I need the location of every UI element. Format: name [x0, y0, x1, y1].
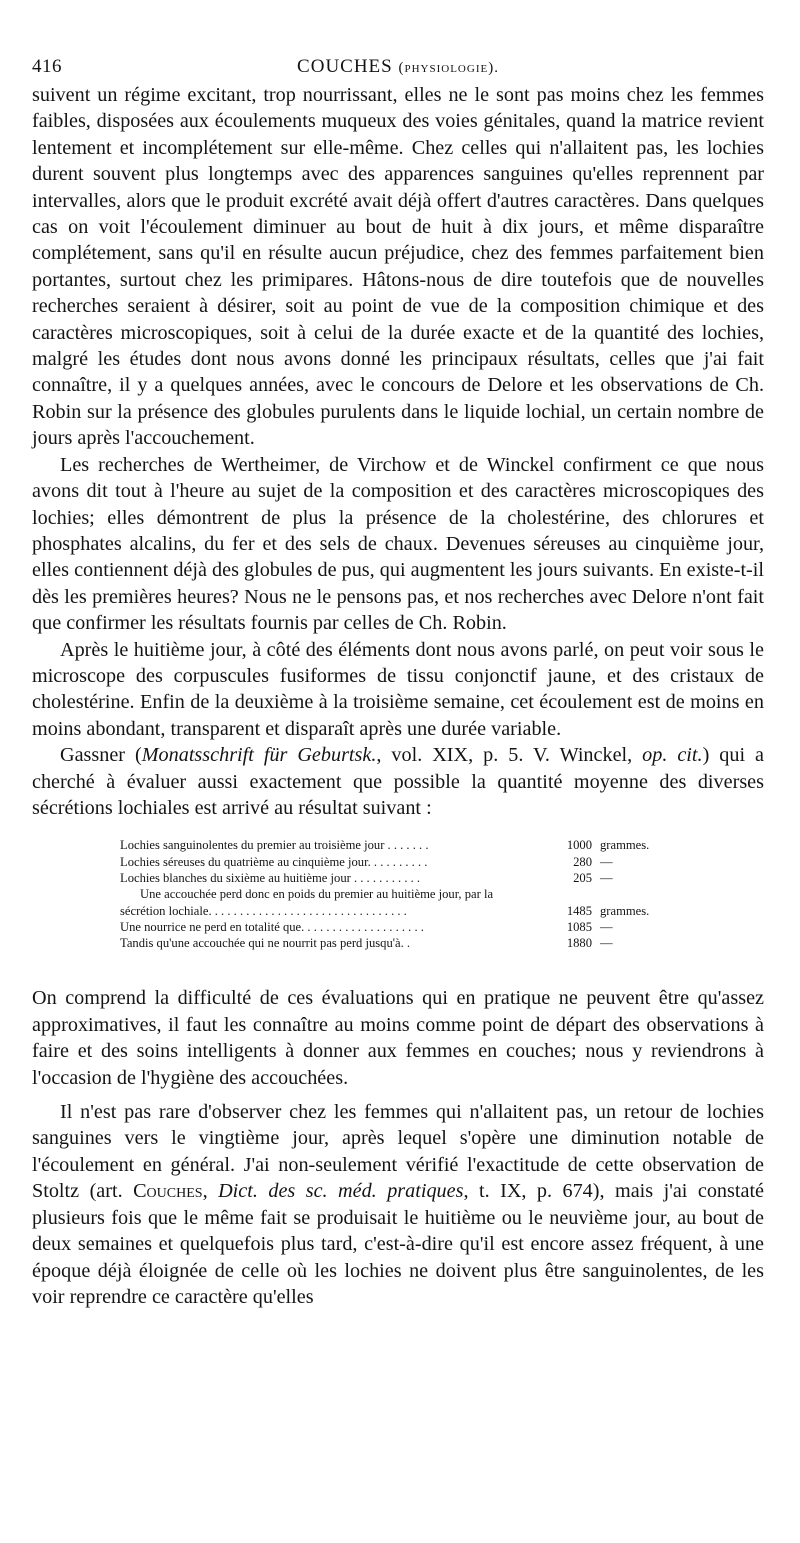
- gassner-ref: , vol. XIX, p. 5. V. Winckel,: [376, 744, 643, 767]
- article-couches: Couches: [133, 1180, 203, 1203]
- row-unit: —: [600, 854, 613, 869]
- paragraph-gassner: [32, 742, 764, 821]
- page-number: 416: [32, 56, 62, 77]
- gassner-lead: Gassner (: [60, 744, 142, 767]
- table-row: [120, 935, 670, 951]
- row-value: 1485: [566, 903, 592, 918]
- row-label: Lochies blanches du sixième au huitième jour . . . . . . . . . . .: [120, 870, 421, 885]
- row-label: sécrétion lochiale. . . . . . . . . . . . . . . . . . . . . . . . . . . . . . . .: [120, 903, 407, 918]
- row-unit: grammes.: [600, 903, 650, 918]
- table-span-line: [120, 886, 670, 902]
- paragraph-1: suivent un régime excitant, trop nourrissant, elles ne le sont pas moins chez les femmes faibles, disposées aux écoulements muqueux des voies génitales, quand la matrice revient lentement et incomplétement sur elle-même. Chez celles qui n'allaitent pas, les lochies durent souvent plus longtemps avec des apparences sanguines qu'elles reprennent par intervalles, alors que le produit excrété avait déjà offert d'autres caractères. Dans quelques cas on voit l'écoulement diminuer au bout de huit à dix jours, et même disparaître complétement, sans qu'il en résulte aucun préjudice, chez des femmes parfaitement bien portantes, surtout chez les primipares. Hâtons-nous de dire toutefois que de nouvelles recherches seraient à désirer, soit au point de vue de la composition chimique et des caractères microscopiques, soit à celui de la durée exacte et de la quantité des lochies, malgré les études dont nous avons donné les principaux résultats, celles que j'ai fait connaître, il y a quelques années, avec le concours de Delore et les observations de Ch. Robin sur la présence des globules purulents dans le liquide lochial, un certain nombre de jours après l'accouchement.: [32, 84, 764, 450]
- stoltz-comma: ,: [202, 1180, 219, 1203]
- running-title-sub: (physiologie).: [398, 60, 499, 76]
- row-value: 205: [573, 870, 592, 885]
- table-row: [120, 837, 670, 853]
- row-value: 1085: [566, 919, 592, 934]
- row-unit: grammes.: [600, 838, 650, 853]
- row-unit: —: [600, 936, 613, 951]
- row-unit: —: [600, 919, 613, 934]
- stoltz-part-1: Il n'est pas rare d'observer chez les femmes qui n'allaitent pas, un retour de lochies sanguines vers le vingtième jour, après lequel s'opère une diminution notable de l'écoulement en général. J'ai non-seulement vérifié l'exactitude de cette observation de Stoltz (art.: [32, 1101, 764, 1203]
- row-label: Lochies séreuses du quatrième au cinquième jour. . . . . . . . . .: [120, 854, 428, 869]
- paragraph-stoltz: [32, 1099, 764, 1310]
- row-value: 1000: [566, 838, 592, 853]
- dictionary-title: Dict. des sc. méd. pratiques: [218, 1180, 464, 1203]
- table-row: [120, 903, 670, 919]
- journal-title: Monatsschrift für Geburtsk.: [141, 744, 377, 767]
- row-unit: —: [600, 870, 613, 885]
- gassner-rest: ) qui a cherché à évaluer aussi exactement que possible la quantité moyenne des diverses sécrétions lochiales est arrivé au résultat suivant :: [32, 744, 764, 819]
- row-label: Lochies sanguinolentes du premier au troisième jour . . . . . . .: [120, 838, 429, 853]
- running-title-main: COUCHES: [297, 56, 393, 77]
- running-header: [32, 52, 764, 82]
- op-cit: op. cit.: [642, 744, 703, 767]
- row-value: 1880: [566, 936, 592, 951]
- table-row: [120, 919, 670, 935]
- paragraph-comprehension: On comprend la difficulté de ces évaluations qui en pratique ne peuvent être qu'assez approximatives, il faut les connaître au moins comme point de départ des observations à faire et des soins intelligents à donner aux femmes en couches; nous y reviendrons à l'occasion de l'hygiène des accouchées.: [32, 987, 764, 1089]
- stoltz-part-2: , t. IX, p. 674), mais j'ai constaté plusieurs fois que le même fait se produisait le huitième ou le neuvième jour, au bout de deux semaines et quelquefois plus tard, c'est-à-dire qu'il est encore assez fréquent, à une époque déjà éloignée de celle où les lochies ne doivent plus être sanguinolentes, de les voir reprendre ce caractère qu'elles: [32, 1180, 765, 1308]
- paragraph-3: Après le huitième jour, à côté des éléments dont nous avons parlé, on peut voir sous le microscope des corpuscules fusiformes de tissu conjonctif jaune, et des cristaux de cholestérine. Enfin de la deuxième à la troisième semaine, cet écoulement est de moins en moins abondant, transparent et disparaît après une durée variable.: [32, 638, 764, 740]
- row-value: 280: [573, 854, 592, 869]
- table-row: [120, 870, 670, 886]
- lochia-quantity-table: [120, 837, 670, 951]
- row-label: Tandis qu'une accouchée qui ne nourrit pas perd jusqu'à. .: [120, 936, 411, 951]
- table-row: [120, 854, 670, 870]
- paragraph-2: Les recherches de Wertheimer, de Virchow et de Winckel confirment ce que nous avons dit tout à l'heure au sujet de la composition et des caractères microscopiques des lochies; elles démontrent de plus la présence de la cholestérine, des chlorures et phosphates alcalins, du fer et des sels de chaux. Devenues séreuses au cinquième jour, elles contiennent déjà des globules de pus, qui augmentent les jours suivants. En existe-t-il dès les premières heures? Nous ne le pensons pas, et nos recherches avec Delore n'ont fait que confirmer les résultats fournis par celles de Ch. Robin.: [32, 453, 764, 635]
- row-label: Une accouchée perd donc en poids du premier au huitième jour, par la: [140, 887, 494, 902]
- document-page: [32, 52, 764, 1310]
- running-title: [32, 56, 764, 78]
- row-label: Une nourrice ne perd en totalité que. . . . . . . . . . . . . . . . . . . .: [120, 919, 424, 934]
